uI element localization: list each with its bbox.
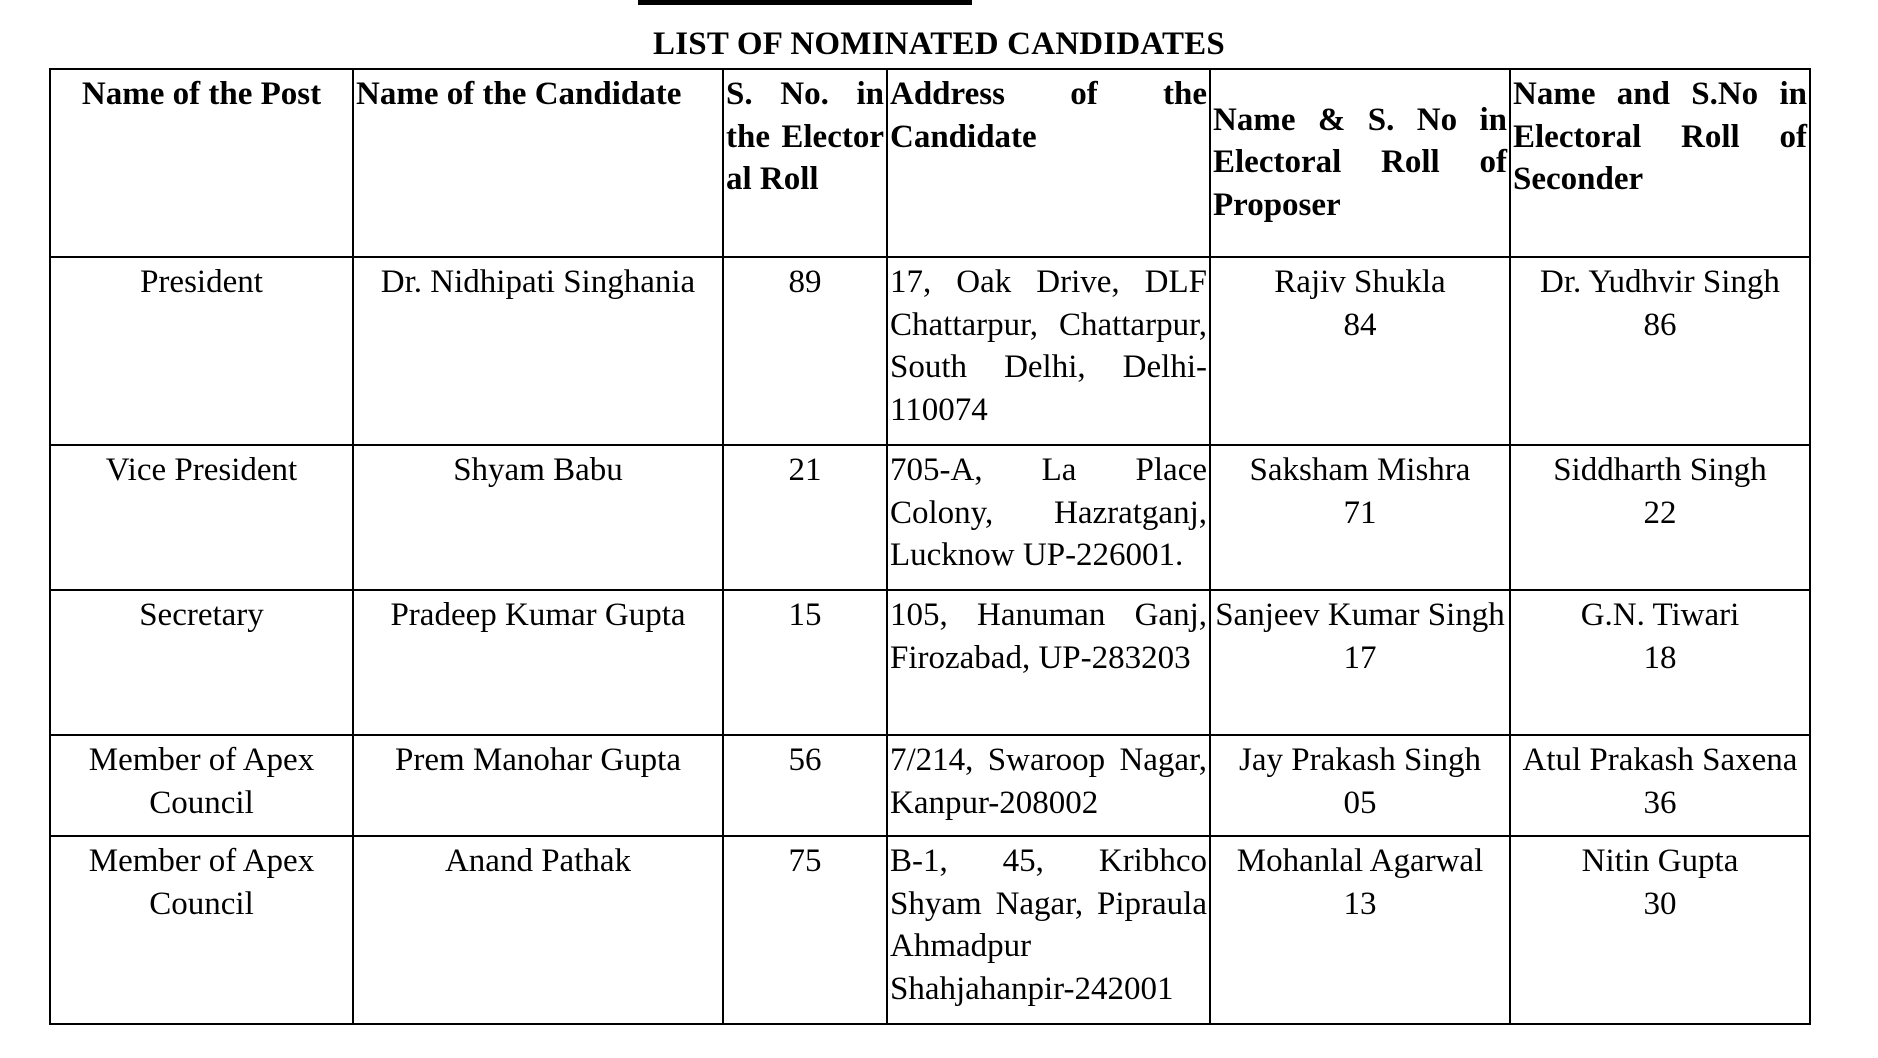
candidate-cell: Anand Pathak [353, 836, 723, 1024]
document-title: LIST OF NOMINATED CANDIDATES [653, 26, 1225, 62]
serial-cell: 75 [723, 836, 887, 1024]
post-cell: Member of Apex Council [50, 735, 353, 836]
proposer-cell [1210, 735, 1510, 836]
candidate-cell: Shyam Babu [353, 445, 723, 590]
header-post: Name of the Post [50, 69, 353, 257]
seconder-cell [1510, 590, 1810, 735]
proposer-serial: 17 [1343, 639, 1377, 676]
seconder-cell [1510, 836, 1810, 1024]
post-cell: Secretary [50, 590, 353, 735]
post-cell: President [50, 257, 353, 445]
address-cell: 17, Oak Drive, DLF Chattarpur, Chattarpur, South Delhi, Delhi-110074 [887, 257, 1210, 445]
candidate-cell: Pradeep Kumar Gupta [353, 590, 723, 735]
header-address: Address of the Candidate [887, 69, 1210, 257]
seconder-cell [1510, 735, 1810, 836]
proposer-name: Saksham Mishra [1249, 452, 1471, 488]
seconder-name: Atul Prakash Saxena [1522, 742, 1798, 778]
serial-cell: 15 [723, 590, 887, 735]
seconder-cell [1510, 445, 1810, 590]
seconder-serial: 30 [1643, 885, 1677, 922]
seconder-name: Siddharth Singh [1553, 452, 1767, 488]
proposer-cell [1210, 590, 1510, 735]
table-row [50, 445, 1810, 590]
candidate-cell: Prem Manohar Gupta [353, 735, 723, 836]
header-candidate: Name of the Candidate [353, 69, 723, 257]
table-header-row [50, 69, 1810, 257]
nominated-candidates-table [49, 68, 1811, 1025]
proposer-serial: 05 [1343, 784, 1377, 821]
table-row [50, 257, 1810, 445]
header-proposer: Name & S. No in Electoral Roll of Proposer [1210, 69, 1510, 257]
proposer-cell [1210, 836, 1510, 1024]
proposer-cell [1210, 445, 1510, 590]
post-cell: Vice President [50, 445, 353, 590]
seconder-serial: 18 [1643, 639, 1677, 676]
proposer-name: Sanjeev Kumar Singh [1215, 597, 1505, 633]
seconder-name: Dr. Yudhvir Singh [1540, 264, 1780, 300]
proposer-name: Rajiv Shukla [1274, 264, 1446, 300]
header-seconder: Name and S.No in Electoral Roll of Seconder [1510, 69, 1810, 257]
table-row [50, 590, 1810, 735]
serial-cell: 56 [723, 735, 887, 836]
post-cell: Member of Apex Council [50, 836, 353, 1024]
proposer-name: Jay Prakash Singh [1239, 742, 1481, 778]
table-row [50, 735, 1810, 836]
address-cell: 105, Hanuman Ganj, Firozabad, UP-283203 [887, 590, 1210, 735]
proposer-cell [1210, 257, 1510, 445]
seconder-name: G.N. Tiwari [1580, 597, 1740, 633]
serial-cell: 89 [723, 257, 887, 445]
proposer-serial: 71 [1343, 494, 1377, 531]
candidate-cell: Dr. Nidhipati Singhania [353, 257, 723, 445]
serial-cell: 21 [723, 445, 887, 590]
proposer-serial: 84 [1343, 306, 1377, 343]
address-cell: 705-A, La Place Colony, Hazratganj, Lucknow UP-226001. [887, 445, 1210, 590]
seconder-serial: 36 [1643, 784, 1677, 821]
header-serial-no: S. No. in the Elector al Roll [723, 69, 887, 257]
top-rule [638, 0, 972, 5]
address-cell: 7/214, Swaroop Nagar, Kanpur-208002 [887, 735, 1210, 836]
address-cell: B-1, 45, Kribhco Shyam Nagar, Pipraula Ahmadpur Shahjahanpir-242001 [887, 836, 1210, 1024]
proposer-serial: 13 [1343, 885, 1377, 922]
proposer-name: Mohanlal Agarwal [1236, 843, 1484, 879]
seconder-name: Nitin Gupta [1581, 843, 1739, 879]
seconder-cell [1510, 257, 1810, 445]
seconder-serial: 22 [1643, 494, 1677, 531]
table-row [50, 836, 1810, 1024]
seconder-serial: 86 [1643, 306, 1677, 343]
